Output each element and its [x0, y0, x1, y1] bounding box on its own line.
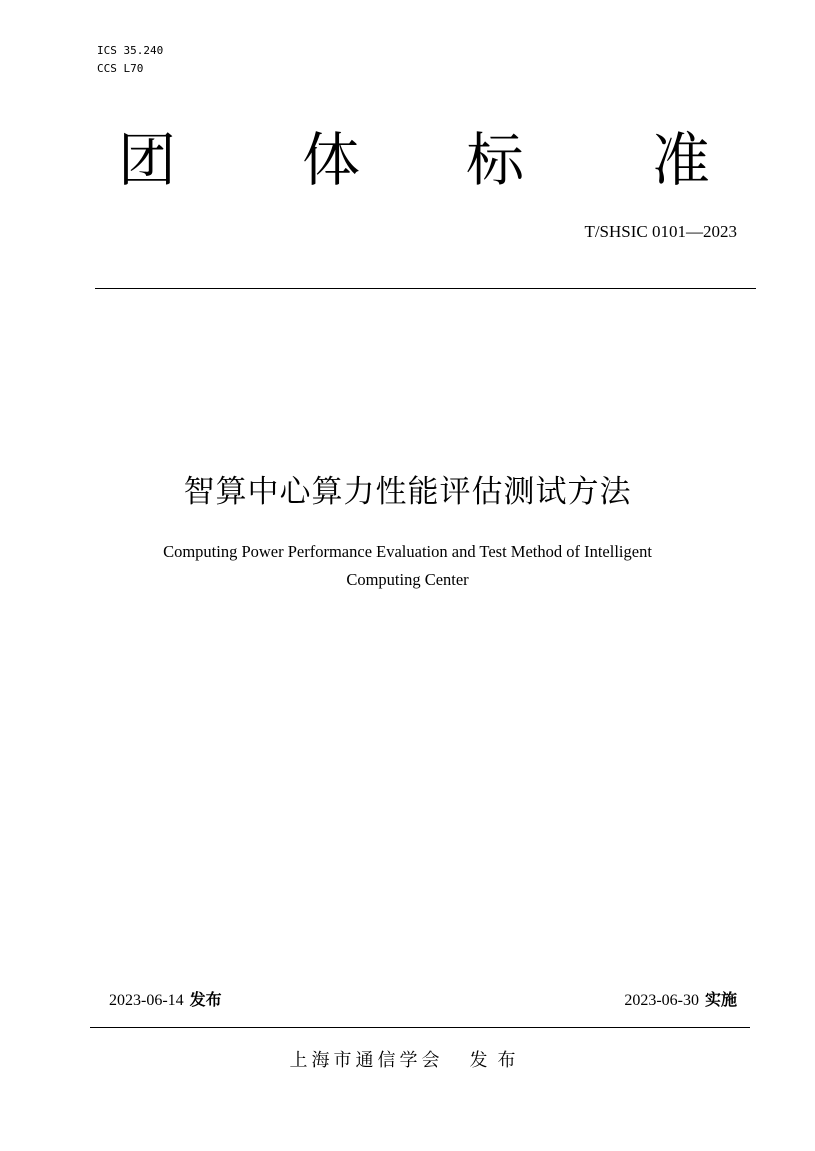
title-english-line-1: Computing Power Performance Evaluation and Test Method of Intelligent [163, 542, 652, 561]
title-chinese: 智算中心算力性能评估测试方法 [183, 474, 632, 510]
standard-type-char-2: 体 [302, 126, 361, 194]
issuer-action: 发布 [469, 1050, 526, 1071]
standard-type-char-3: 标 [466, 126, 525, 194]
top-divider [95, 288, 756, 289]
standard-type-char-4: 准 [652, 126, 711, 194]
ics-code: ICS 35.240 [97, 44, 164, 57]
publish-date [109, 988, 222, 1013]
title-english-line-2: Computing Center [346, 570, 469, 589]
ccs-code: CCS L70 [97, 62, 144, 75]
classification-codes [97, 42, 163, 78]
publish-date-label: 发布 [189, 990, 222, 1009]
implementation-date-value: 2023-06-30 [624, 992, 699, 1009]
standard-type-char-1: 团 [118, 126, 177, 194]
implementation-date [624, 988, 737, 1013]
standard-type-heading [0, 125, 815, 205]
bottom-divider [90, 1027, 750, 1028]
standard-number: T/SHSIC 0101—2023 [584, 222, 737, 241]
publish-date-value: 2023-06-14 [109, 992, 184, 1009]
issuer [0, 1047, 815, 1075]
issuer-organization: 上海市通信学会 [289, 1050, 444, 1071]
title-english [0, 538, 815, 594]
implementation-date-label: 实施 [704, 990, 737, 1009]
